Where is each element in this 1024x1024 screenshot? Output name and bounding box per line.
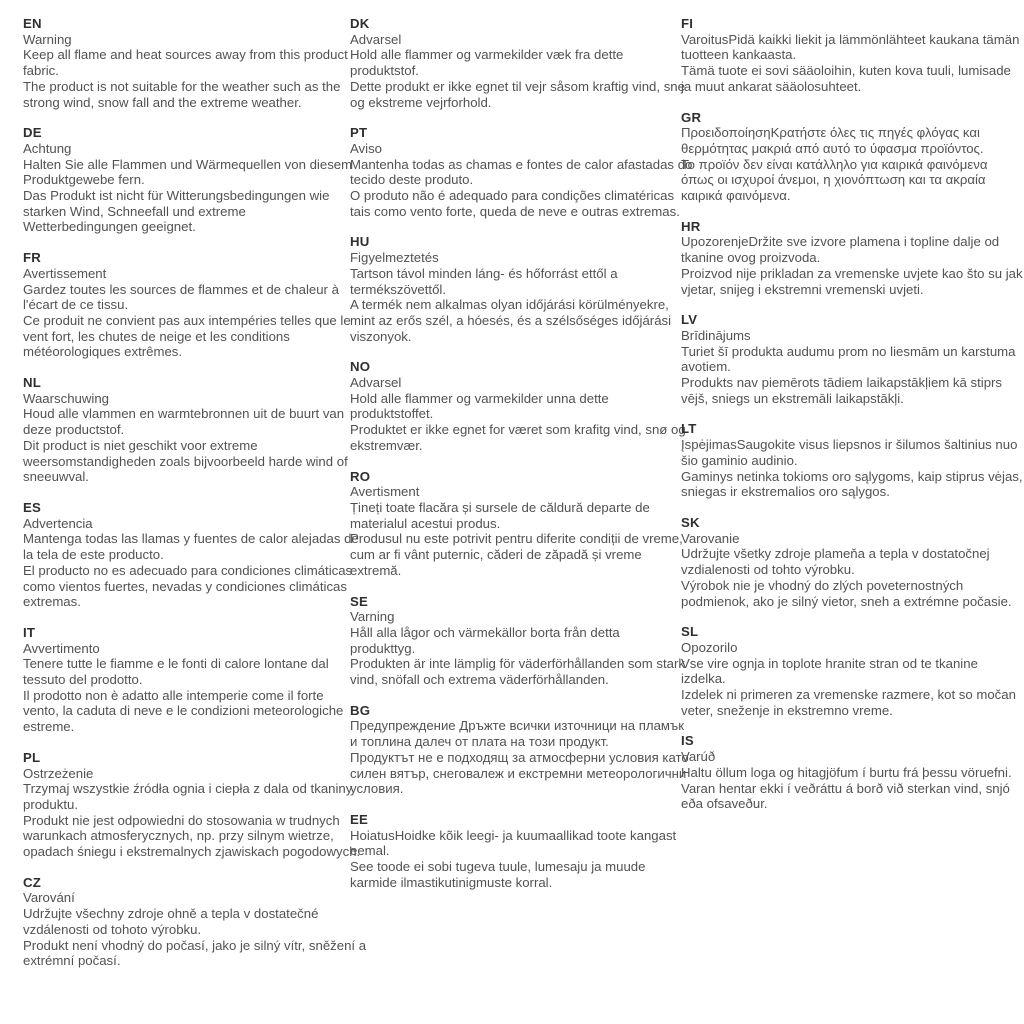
language-code: GR [681, 109, 702, 125]
text-line: eemal. [350, 843, 390, 859]
language-code: FR [23, 250, 41, 266]
text-line: Tämä tuote ei sovi sääoloihin, kuten kova tuuli, lumisade [681, 63, 1011, 79]
text-line: Hold alle flammer og varmekilder unna dette [350, 390, 609, 406]
text-line: vento, la caduta di neve e le condizioni meteorologiche [23, 703, 344, 719]
text-line: όπως οι ισχυροί άνεμοι, η χιονόπτωση και τα ακραία [681, 172, 986, 188]
text-line: vzdálenosti od tohoto výrobku. [23, 921, 202, 937]
language-code: SL [681, 624, 699, 640]
language-section-ro [350, 468, 683, 579]
text-line: materialul acestui produs. [350, 515, 501, 531]
text-line: Produktgewebe fern. [23, 172, 145, 188]
language-code: SK [681, 514, 700, 530]
text-line: og ekstreme vejrforhold. [350, 94, 492, 110]
text-line: Hold alle flammer og varmekilder væk fra dette [350, 47, 624, 63]
text-line: Produkten är inte lämplig för väderförhållanden som stark [350, 656, 685, 672]
text-line: Turiet šī produkta audumu prom no liesmām un karstuma [681, 343, 1016, 359]
text-line: Produkt nie jest odpowiedni do stosowania w trudnych [23, 812, 340, 828]
text-line: tessuto del prodotto. [23, 672, 143, 688]
language-code: HU [350, 234, 370, 250]
text-line: Продуктът не е подходящ за атмосферни условия като [350, 749, 689, 765]
text-line: Opozorilo [681, 639, 738, 655]
text-line: Țineți toate flacăra și sursele de căldură departe de [350, 499, 650, 515]
text-line: Avvertimento [23, 640, 100, 656]
language-code: NL [23, 375, 41, 391]
text-line: termékszövettől. [350, 281, 447, 297]
text-line: Advertencia [23, 515, 93, 531]
text-line: vjetar, snijeg i ekstremni vremenski uvjeti. [681, 281, 924, 297]
language-section-it [23, 625, 353, 735]
text-line: Achtung [23, 140, 72, 156]
text-line: VaroitusPidä kaikki liekit ja lämmönlähteet kaukana tämän [681, 31, 1020, 47]
text-line: Haltu öllum loga og hitagjöfum í burtu frá þessu vöruefni. [681, 764, 1012, 780]
text-line: Keep all flame and heat sources away from this product [23, 47, 348, 63]
text-line: viszonyok. [350, 328, 412, 344]
text-line: θερμότητας μακριά από αυτό το ύφασμα προϊόντος. [681, 140, 984, 156]
text-line: The product is not suitable for the weather such as the [23, 78, 341, 94]
text-line: tecido deste produto. [350, 172, 474, 188]
text-line: и топлина далеч от плата на този продукт. [350, 734, 609, 750]
text-line: O produto não é adequado para condições climatéricas [350, 188, 675, 204]
text-line: Varovanie [681, 530, 740, 546]
language-code: CZ [23, 874, 41, 890]
text-line: HoiatusHoidke kõik leegi- ja kuumaallikad toote kangast [350, 827, 677, 843]
language-section-pt [350, 125, 693, 219]
language-code: SE [350, 593, 368, 609]
text-line: Houd alle vlammen en warmtebronnen uit de buurt van [23, 406, 345, 422]
language-section-ee [350, 812, 680, 891]
text-line: extremă. [350, 562, 402, 578]
text-line: Dit product is niet geschikt voor extreme [23, 437, 258, 453]
text-line: météorologiques extrêmes. [23, 344, 183, 360]
text-line: See toode ei sobi tugeva tuule, lumesaju ja muude [350, 859, 646, 875]
text-line: Produsul nu este potrivit pentru diferite condiții de vreme, [350, 531, 683, 547]
text-line: Produktet er ikke egnet for været som krafitg vind, snø og [350, 422, 686, 438]
text-line: produkttyg. [350, 640, 416, 656]
text-line: Varan hentar ekki í veðráttu á borð við sterkan vind, snjó [681, 780, 1010, 796]
text-line: vzdialenosti od tohto výrobku. [681, 562, 855, 578]
language-code: LT [681, 421, 697, 437]
text-line: καιρικά φαινόμενα. [681, 188, 791, 204]
text-line: Dette produkt er ikke egnet til vejr såsom kraftig vind, sne [350, 78, 685, 94]
text-line: Wetterbedingungen geeignet. [23, 219, 196, 235]
text-line: Varning [350, 609, 395, 625]
text-line: Halten Sie alle Flammen und Wärmequellen von diesem [23, 156, 353, 172]
text-line: Brīdinājums [681, 327, 751, 343]
language-code: PL [23, 749, 41, 765]
text-line: Waarschuwing [23, 390, 109, 406]
language-section-dk [350, 16, 685, 110]
text-line: produktstoffet. [350, 406, 434, 422]
language-code: DE [23, 125, 42, 141]
language-section-lt [681, 421, 1023, 500]
text-line: deze productstof. [23, 422, 125, 438]
language-section-gr [681, 110, 1011, 204]
text-line: Udržujte všetky zdroje plameňa a tepla v dostatočnej [681, 546, 990, 562]
text-line: Avertisment [350, 484, 420, 500]
text-line: karmide ilmastikutinigmuste korral. [350, 874, 553, 890]
text-line: условия. [350, 781, 404, 797]
text-line: Udržujte všechny zdroje ohně a tepla v dostatečné [23, 906, 319, 922]
language-code: LV [681, 312, 698, 328]
text-line: El producto no es adecuado para condiciones climáticas [23, 562, 353, 578]
language-code: EE [350, 811, 368, 827]
text-line: Trzymaj wszystkie źródła ognia i ciepła z dala od tkaniny [23, 781, 353, 797]
text-line: Mantenha todas as chamas e fontes de calor afastadas do [350, 156, 693, 172]
text-column-right [681, 16, 1023, 827]
text-line: estreme. [23, 719, 75, 735]
text-line: Výrobok nie je vhodný do zlých poveternostných [681, 577, 964, 593]
text-line: starken Wind, Schneefall und extreme [23, 203, 246, 219]
language-code: BG [350, 702, 371, 718]
language-section-hu [350, 234, 680, 344]
text-line: Figyelmeztetés [350, 250, 439, 266]
text-line: como vientos fuertes, nevadas y condiciones climáticas [23, 578, 347, 594]
text-line: Предупреждение Дръжте всички източници на пламък [350, 718, 684, 734]
language-section-no [350, 359, 686, 453]
language-section-nl [23, 375, 353, 485]
text-line: veter, sneženje in ekstremno vreme. [681, 702, 893, 718]
text-line: warunkach atmosferycznych, np. przy silnym wietrze, [23, 828, 334, 844]
text-line: Mantenga todas las llamas y fuentes de calor alejadas de [23, 531, 359, 547]
language-code: DK [350, 16, 370, 31]
language-section-fr [23, 250, 353, 360]
text-line: tkanine ovog proizvoda. [681, 250, 821, 266]
text-line: Avertissement [23, 265, 107, 281]
text-line: strong wind, snow fall and the extreme weather. [23, 94, 302, 110]
language-section-sk [681, 515, 1011, 609]
language-code: RO [350, 468, 371, 484]
language-code: IS [681, 733, 694, 749]
language-code: NO [350, 359, 371, 375]
text-line: ΠροειδοποίησηΚρατήστε όλες τις πηγές φλόγας και [681, 125, 980, 141]
text-line: A termék nem alkalmas olyan időjárási körülményekre, [350, 297, 669, 313]
language-code: ES [23, 499, 41, 515]
language-section-cz [23, 874, 367, 969]
text-line: Håll alla lågor och värmekällor borta från detta [350, 624, 620, 640]
text-line: la tela de este producto. [23, 547, 164, 563]
text-line: Tenere tutte le fiamme e le fonti di calore lontane dal [23, 656, 329, 672]
text-line: Gardez toutes les sources de flammes et de chaleur à [23, 281, 339, 297]
text-line: Vse vire ognja in toplote hranite stran od te tkanine [681, 655, 978, 671]
language-section-de [23, 125, 353, 235]
text-line: Varování [23, 890, 75, 906]
text-line: mint az erős szél, a hóesés, és a szélsőséges időjárási [350, 312, 672, 328]
text-line: Produkts nav piemērots tādiem laikapstākļiem kā stiprs [681, 375, 1003, 391]
text-line: Gaminys netinka tokioms oro sąlygoms, kaip stiprus vėjas, [681, 468, 1023, 484]
text-line: sneeuwval. [23, 469, 89, 485]
language-section-fi [681, 16, 1020, 95]
language-section-is [681, 733, 1011, 812]
language-code: HR [681, 218, 701, 234]
text-line: cum ar fi vânt puternic, căderi de zăpadă și vreme [350, 547, 642, 563]
language-section-hr [681, 218, 1023, 298]
text-line: Produkt není vhodný do počasí, jako je silný vítr, sněžení a [23, 937, 367, 953]
text-line: UpozorenjeDržite sve izvore plamena i topline dalje od [681, 234, 1000, 250]
text-line: tais como vento forte, queda de neve e outras extremas. [350, 203, 680, 219]
text-line: l'écart de ce tissu. [23, 297, 129, 313]
text-line: Ce produit ne convient pas aux intempéries telles que le [23, 312, 351, 328]
language-section-se [350, 593, 685, 688]
text-line: Το προϊόν δεν είναι κατάλληλο για καιρικά φαινόμενα [681, 156, 988, 172]
text-line: Ostrzeżenie [23, 765, 94, 781]
language-code: FI [681, 16, 694, 31]
text-line: Advarsel [350, 375, 402, 391]
language-code: PT [350, 125, 368, 141]
language-code: IT [23, 624, 36, 640]
language-section-es [23, 499, 359, 610]
text-line: Il prodotto non è adatto alle intemperie come il forte [23, 687, 324, 703]
text-line: Varúð [681, 749, 716, 765]
text-line: Tartson távol minden láng- és hőforrást ettől a [350, 265, 618, 281]
text-line: tuotteen kankaasta. [681, 47, 797, 63]
text-line: fabric. [23, 63, 59, 79]
text-line: Advarsel [350, 31, 402, 47]
text-line: podmienok, ako je silný vietor, sneh a extrémne počasie. [681, 593, 1012, 609]
text-line: extrémní počasí. [23, 953, 121, 969]
text-line: vējš, sniegs un ekstremāli laikapstākļi. [681, 390, 904, 406]
language-section-sl [681, 624, 1016, 718]
text-line: Izdelek ni primeren za vremenske razmere, kot so močan [681, 687, 1016, 703]
language-code: EN [23, 16, 42, 31]
text-line: produktu. [23, 796, 78, 812]
language-section-en [23, 16, 353, 110]
text-line: sniegas ir ekstremalios oro sąlygos. [681, 484, 890, 500]
text-line: Das Produkt ist nicht für Witterungsbedingungen wie [23, 188, 330, 204]
text-line: šio gaminio audinio. [681, 452, 798, 468]
text-line: ekstremvær. [350, 437, 423, 453]
language-section-lv [681, 312, 1016, 406]
text-line: ja muut ankarat sääolosuhteet. [681, 78, 862, 94]
text-line: Warning [23, 31, 72, 47]
text-line: produktstof. [350, 63, 419, 79]
text-line: weersomstandigheden zoals bijvoorbeeld harde wind of [23, 453, 348, 469]
text-line: Proizvod nije prikladan za vremenske uvjete kao što su jak [681, 265, 1023, 281]
text-line: ĮspėjimasSaugokite visus liepsnos ir šilumos šaltinius nuo [681, 437, 1018, 453]
text-line: Aviso [350, 140, 383, 156]
text-line: avotiem. [681, 359, 731, 375]
text-line: opadach śniegu i ekstremalnych zjawiskach pogodowych. [23, 844, 361, 860]
text-line: vent fort, les chutes de neige et les conditions [23, 328, 290, 344]
text-line: extremas. [23, 594, 81, 610]
text-line: eða ofsaveður. [681, 796, 768, 812]
text-line: vind, snöfall och extrema väderförhållanden. [350, 672, 609, 688]
text-line: izdelka. [681, 671, 726, 687]
text-line: силен вятър, снеговалеж и екстремни метеорологични [350, 765, 687, 781]
